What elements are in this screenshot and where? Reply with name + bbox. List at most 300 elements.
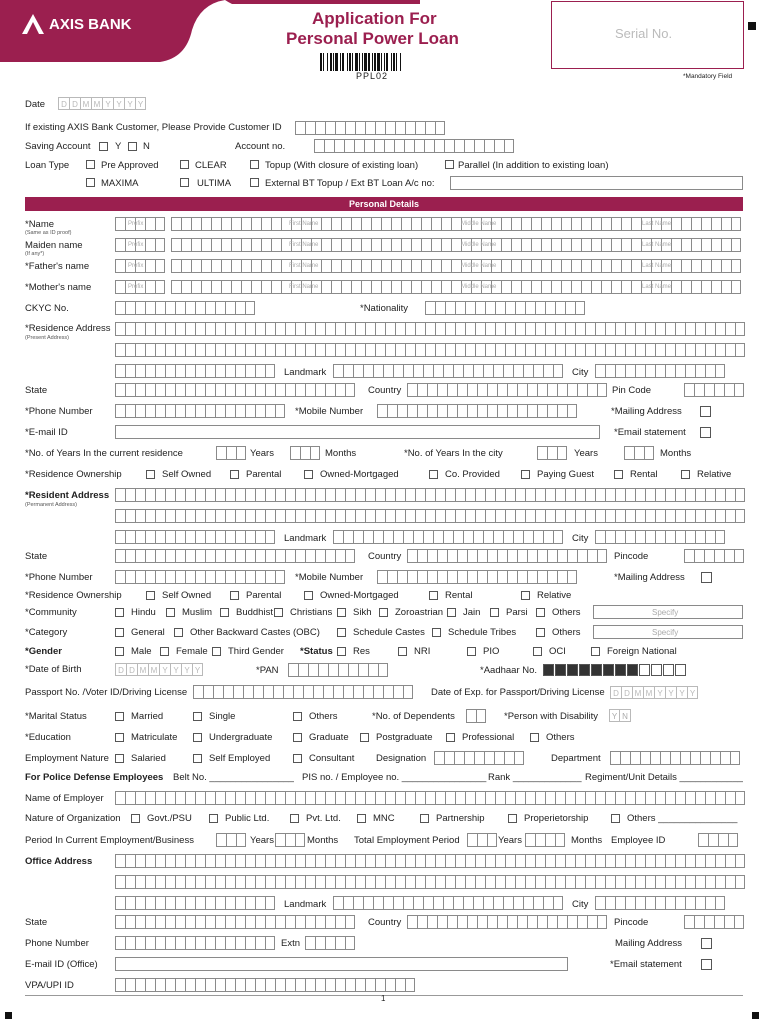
char-cell[interactable] [457, 383, 467, 397]
char-cell[interactable] [355, 978, 365, 992]
char-cell[interactable] [615, 509, 625, 523]
char-cell[interactable] [453, 364, 463, 378]
char-cell[interactable] [315, 875, 325, 889]
char-cell[interactable] [383, 685, 393, 699]
char-cell[interactable] [205, 915, 215, 929]
char-cell[interactable] [145, 509, 155, 523]
char-cell[interactable] [507, 549, 517, 563]
char-cell[interactable] [391, 259, 401, 273]
char-cell[interactable] [145, 322, 155, 336]
char-cell[interactable] [191, 280, 201, 294]
char-cell[interactable] [333, 896, 343, 910]
char-cell[interactable] [685, 364, 695, 378]
char-cell[interactable] [735, 854, 745, 868]
char-cell[interactable] [363, 896, 373, 910]
char-cell[interactable] [253, 685, 263, 699]
char-cell[interactable] [241, 238, 251, 252]
char-cell[interactable] [315, 488, 325, 502]
char-cell[interactable] [145, 404, 155, 418]
char-cell[interactable] [515, 343, 525, 357]
char-cell[interactable] [245, 978, 255, 992]
char-cell[interactable] [503, 364, 513, 378]
ownership-checkbox[interactable] [304, 470, 313, 479]
char-cell[interactable] [720, 751, 730, 765]
char-cell[interactable] [445, 322, 455, 336]
char-cell[interactable] [671, 280, 681, 294]
char-cell[interactable] [305, 875, 315, 889]
char-cell[interactable] [527, 915, 537, 929]
char-cell[interactable] [715, 343, 725, 357]
char-cell[interactable] [243, 685, 253, 699]
char-cell[interactable] [725, 322, 735, 336]
char-cell[interactable] [517, 383, 527, 397]
category-checkbox[interactable] [536, 628, 545, 637]
char-cell[interactable] [494, 139, 504, 153]
char-cell[interactable] [165, 936, 175, 950]
char-cell[interactable] [315, 854, 325, 868]
char-cell[interactable] [175, 791, 185, 805]
char-cell[interactable] [571, 217, 581, 231]
disability-y[interactable]: Y [609, 709, 620, 722]
education-checkbox[interactable] [293, 733, 302, 742]
char-cell[interactable] [235, 570, 245, 584]
char-cell[interactable] [665, 343, 675, 357]
char-cell[interactable] [385, 343, 395, 357]
char-cell[interactable] [241, 280, 251, 294]
char-cell[interactable] [547, 446, 557, 460]
gender-checkbox[interactable] [115, 647, 124, 656]
char-cell[interactable] [215, 854, 225, 868]
char-cell[interactable] [345, 978, 355, 992]
char-cell[interactable] [135, 488, 145, 502]
char-cell[interactable] [185, 896, 195, 910]
char-cell[interactable] [405, 488, 415, 502]
char-cell[interactable] [525, 791, 535, 805]
char-cell[interactable] [355, 509, 365, 523]
char-cell[interactable] [115, 896, 125, 910]
char-cell[interactable] [387, 404, 397, 418]
char-cell[interactable] [417, 915, 427, 929]
char-cell[interactable] [495, 854, 505, 868]
char-cell[interactable] [417, 570, 427, 584]
char-cell[interactable] [245, 530, 255, 544]
char-cell[interactable] [115, 791, 125, 805]
char-cell[interactable] [575, 488, 585, 502]
char-cell[interactable] [545, 791, 555, 805]
char-cell[interactable] [235, 488, 245, 502]
char-cell[interactable] [361, 238, 371, 252]
char-cell[interactable] [525, 322, 535, 336]
char-cell[interactable] [601, 238, 611, 252]
char-cell[interactable] [553, 364, 563, 378]
char-cell[interactable] [435, 509, 445, 523]
char-cell[interactable] [711, 259, 721, 273]
char-cell[interactable] [705, 488, 715, 502]
char-cell[interactable] [611, 280, 621, 294]
char-cell[interactable] [724, 549, 734, 563]
char-cell[interactable] [335, 936, 345, 950]
char-cell[interactable] [273, 685, 283, 699]
char-cell[interactable] [343, 364, 353, 378]
char-cell[interactable] [155, 280, 165, 294]
char-cell[interactable] [374, 139, 384, 153]
char-cell[interactable] [255, 343, 265, 357]
char-cell[interactable] [195, 322, 205, 336]
char-cell[interactable] [221, 259, 231, 273]
saving-no-checkbox[interactable] [128, 142, 137, 151]
char-cell[interactable] [691, 259, 701, 273]
months-city-boxes[interactable] [624, 446, 654, 460]
char-cell[interactable] [631, 259, 641, 273]
char-cell[interactable] [605, 322, 615, 336]
char-cell[interactable] [351, 238, 361, 252]
char-cell[interactable] [455, 509, 465, 523]
char-cell[interactable] [155, 875, 165, 889]
aadhaar-boxes[interactable] [543, 664, 687, 676]
char-cell[interactable] [265, 322, 275, 336]
char-cell[interactable] [215, 322, 225, 336]
organization-checkbox[interactable] [420, 814, 429, 823]
char-cell[interactable] [425, 121, 435, 135]
char-cell[interactable] [665, 875, 675, 889]
char-cell[interactable] [705, 322, 715, 336]
char-cell[interactable] [545, 833, 555, 847]
char-cell[interactable] [255, 509, 265, 523]
char-cell[interactable] [465, 875, 475, 889]
char-cell[interactable] [700, 751, 710, 765]
char-cell[interactable] [730, 751, 740, 765]
char-cell[interactable] [275, 488, 285, 502]
char-cell[interactable] [215, 364, 225, 378]
char-cell[interactable] [681, 217, 691, 231]
char-cell[interactable] [115, 280, 125, 294]
perm-state-boxes[interactable] [115, 549, 355, 563]
char-cell[interactable] [521, 259, 531, 273]
char-cell[interactable] [427, 383, 437, 397]
char-cell[interactable] [255, 854, 265, 868]
char-cell[interactable] [155, 301, 165, 315]
char-cell[interactable] [685, 488, 695, 502]
char-cell[interactable] [731, 238, 741, 252]
char-cell[interactable] [375, 488, 385, 502]
char-cell[interactable] [404, 139, 414, 153]
char-cell[interactable] [715, 509, 725, 523]
char-cell[interactable] [435, 875, 445, 889]
char-cell[interactable] [511, 280, 521, 294]
char-cell[interactable] [414, 139, 424, 153]
char-cell[interactable] [457, 549, 467, 563]
char-cell[interactable] [355, 322, 365, 336]
char-cell[interactable] [655, 509, 665, 523]
char-cell[interactable] [191, 238, 201, 252]
char-cell[interactable] [485, 343, 495, 357]
char-cell[interactable] [363, 685, 373, 699]
char-cell[interactable] [383, 896, 393, 910]
char-cell[interactable] [734, 915, 744, 929]
char-cell[interactable] [581, 238, 591, 252]
topup-checkbox[interactable] [250, 160, 259, 169]
char-cell[interactable] [704, 549, 714, 563]
char-cell[interactable] [215, 936, 225, 950]
char-cell[interactable] [731, 259, 741, 273]
char-cell[interactable] [185, 854, 195, 868]
char-cell[interactable] [497, 383, 507, 397]
char-cell[interactable] [175, 875, 185, 889]
char-cell[interactable] [125, 896, 135, 910]
char-cell[interactable] [424, 139, 434, 153]
char-cell[interactable] [305, 549, 315, 563]
char-cell[interactable] [665, 509, 675, 523]
char-cell[interactable] [474, 751, 484, 765]
char-cell[interactable] [261, 280, 271, 294]
char-cell[interactable] [595, 530, 605, 544]
char-cell[interactable] [305, 488, 315, 502]
char-cell[interactable] [701, 280, 711, 294]
char-cell[interactable] [555, 301, 565, 315]
char-cell[interactable] [185, 364, 195, 378]
char-cell[interactable] [615, 488, 625, 502]
char-cell[interactable] [135, 570, 145, 584]
char-cell[interactable] [675, 488, 685, 502]
char-cell[interactable] [731, 217, 741, 231]
char-cell[interactable] [721, 280, 731, 294]
char-cell[interactable] [115, 301, 125, 315]
char-cell[interactable] [325, 978, 335, 992]
char-cell[interactable] [537, 915, 547, 929]
char-cell[interactable] [335, 343, 345, 357]
char-cell[interactable] [537, 446, 547, 460]
char-cell[interactable] [341, 280, 351, 294]
char-cell[interactable] [595, 322, 605, 336]
char-cell[interactable] [201, 217, 211, 231]
char-cell[interactable] [365, 509, 375, 523]
char-cell[interactable] [395, 322, 405, 336]
char-cell[interactable] [373, 364, 383, 378]
char-cell[interactable] [215, 509, 225, 523]
char-cell[interactable] [495, 875, 505, 889]
char-cell[interactable] [205, 896, 215, 910]
char-cell[interactable] [325, 322, 335, 336]
char-cell[interactable] [155, 915, 165, 929]
char-cell[interactable] [195, 915, 205, 929]
char-cell[interactable] [394, 139, 404, 153]
char-cell[interactable] [195, 791, 205, 805]
char-cell[interactable] [225, 549, 235, 563]
char-cell[interactable] [335, 915, 345, 929]
char-cell[interactable] [645, 488, 655, 502]
char-cell[interactable] [235, 530, 245, 544]
char-cell[interactable] [265, 364, 275, 378]
char-cell[interactable] [251, 238, 261, 252]
char-cell[interactable] [271, 280, 281, 294]
char-cell[interactable] [331, 217, 341, 231]
char-cell[interactable] [695, 488, 705, 502]
char-cell[interactable] [487, 549, 497, 563]
char-cell[interactable] [225, 915, 235, 929]
char-cell[interactable] [483, 896, 493, 910]
char-cell[interactable] [585, 791, 595, 805]
char-cell[interactable] [725, 509, 735, 523]
community-checkbox[interactable] [379, 608, 388, 617]
char-cell[interactable] [395, 509, 405, 523]
char-cell[interactable] [235, 896, 245, 910]
char-cell[interactable] [368, 663, 378, 677]
disability-n[interactable]: N [620, 709, 631, 722]
char-cell[interactable] [433, 364, 443, 378]
char-cell[interactable] [555, 854, 565, 868]
char-cell[interactable] [464, 139, 474, 153]
char-cell[interactable] [621, 280, 631, 294]
char-cell[interactable] [521, 217, 531, 231]
char-cell[interactable] [375, 322, 385, 336]
char-cell[interactable] [335, 509, 345, 523]
char-cell[interactable] [504, 751, 514, 765]
dob-field[interactable] [115, 663, 203, 676]
char-cell[interactable] [655, 322, 665, 336]
char-cell[interactable] [135, 364, 145, 378]
char-cell[interactable] [425, 875, 435, 889]
category-checkbox[interactable] [337, 628, 346, 637]
char-cell[interactable] [595, 896, 605, 910]
char-cell[interactable] [401, 259, 411, 273]
char-cell[interactable] [235, 978, 245, 992]
char-cell[interactable] [634, 446, 644, 460]
char-cell[interactable] [135, 915, 145, 929]
char-cell[interactable] [155, 978, 165, 992]
char-cell[interactable] [475, 488, 485, 502]
char-cell[interactable] [381, 238, 391, 252]
char-cell[interactable] [335, 383, 345, 397]
char-cell[interactable] [185, 488, 195, 502]
char-cell[interactable] [621, 259, 631, 273]
char-cell[interactable] [165, 570, 175, 584]
char-cell[interactable] [325, 854, 335, 868]
char-cell[interactable] [473, 896, 483, 910]
char-cell[interactable] [495, 322, 505, 336]
ownership-checkbox[interactable] [429, 470, 438, 479]
gender-checkbox[interactable] [212, 647, 221, 656]
char-cell[interactable] [155, 791, 165, 805]
char-cell[interactable] [547, 404, 557, 418]
char-cell[interactable] [494, 751, 504, 765]
office-phone-boxes[interactable] [115, 936, 275, 950]
char-cell[interactable] [685, 509, 695, 523]
total-months-boxes[interactable] [525, 833, 565, 847]
char-cell[interactable] [365, 322, 375, 336]
organization-checkbox[interactable] [290, 814, 299, 823]
char-cell[interactable] [685, 322, 695, 336]
char-cell[interactable] [334, 139, 344, 153]
office-city-boxes[interactable] [595, 896, 725, 910]
char-cell[interactable] [285, 322, 295, 336]
char-cell[interactable] [635, 530, 645, 544]
char-cell[interactable] [145, 570, 155, 584]
char-cell[interactable] [305, 978, 315, 992]
char-cell[interactable] [411, 259, 421, 273]
char-cell[interactable] [465, 343, 475, 357]
char-cell[interactable] [165, 854, 175, 868]
char-cell[interactable] [145, 549, 155, 563]
expiry-field[interactable] [610, 686, 698, 699]
employment-checkbox[interactable] [293, 754, 302, 763]
char-cell[interactable] [575, 322, 585, 336]
char-cell[interactable] [581, 280, 591, 294]
char-cell[interactable] [181, 280, 191, 294]
char-cell[interactable] [547, 915, 557, 929]
perm-address-line1[interactable] [115, 488, 745, 502]
char-cell[interactable] [447, 915, 457, 929]
char-cell[interactable] [321, 280, 331, 294]
char-cell[interactable] [385, 854, 395, 868]
char-cell[interactable] [155, 238, 165, 252]
state-boxes[interactable] [115, 383, 355, 397]
char-cell[interactable] [451, 259, 461, 273]
char-cell[interactable] [527, 404, 537, 418]
char-cell[interactable] [735, 791, 745, 805]
char-cell[interactable] [165, 404, 175, 418]
char-cell[interactable] [245, 915, 255, 929]
pre-approved-checkbox[interactable] [86, 160, 95, 169]
char-cell[interactable] [575, 791, 585, 805]
char-cell[interactable] [378, 663, 388, 677]
char-cell[interactable] [255, 383, 265, 397]
char-cell[interactable] [215, 488, 225, 502]
char-cell[interactable] [435, 121, 445, 135]
char-cell[interactable] [523, 896, 533, 910]
char-cell[interactable] [435, 301, 445, 315]
char-cell[interactable] [285, 978, 295, 992]
char-cell[interactable] [395, 121, 405, 135]
char-cell[interactable] [371, 238, 381, 252]
char-cell[interactable] [125, 364, 135, 378]
char-cell[interactable] [265, 488, 275, 502]
char-cell[interactable] [466, 709, 476, 723]
char-cell[interactable] [507, 404, 517, 418]
char-cell[interactable] [226, 833, 236, 847]
char-cell[interactable] [705, 875, 715, 889]
char-cell[interactable] [705, 854, 715, 868]
char-cell[interactable] [601, 217, 611, 231]
char-cell[interactable] [115, 530, 125, 544]
char-cell[interactable] [271, 238, 281, 252]
char-cell[interactable] [567, 404, 577, 418]
char-cell[interactable] [165, 896, 175, 910]
char-cell[interactable] [255, 896, 265, 910]
char-cell[interactable] [455, 343, 465, 357]
char-cell[interactable] [135, 896, 145, 910]
char-cell[interactable] [185, 875, 195, 889]
char-cell[interactable] [615, 875, 625, 889]
char-cell[interactable] [275, 978, 285, 992]
aadhaar-digit-box[interactable] [675, 664, 686, 676]
char-cell[interactable] [265, 978, 275, 992]
char-cell[interactable] [165, 915, 175, 929]
community-checkbox[interactable] [220, 608, 229, 617]
char-cell[interactable] [477, 833, 487, 847]
char-cell[interactable] [315, 509, 325, 523]
char-cell[interactable] [393, 685, 403, 699]
char-cell[interactable] [165, 791, 175, 805]
char-cell[interactable] [145, 791, 155, 805]
char-cell[interactable] [321, 217, 331, 231]
char-cell[interactable] [275, 915, 285, 929]
char-cell[interactable] [605, 791, 615, 805]
char-cell[interactable] [467, 404, 477, 418]
char-cell[interactable] [135, 383, 145, 397]
char-cell[interactable] [553, 896, 563, 910]
char-cell[interactable] [477, 404, 487, 418]
char-cell[interactable] [665, 364, 675, 378]
